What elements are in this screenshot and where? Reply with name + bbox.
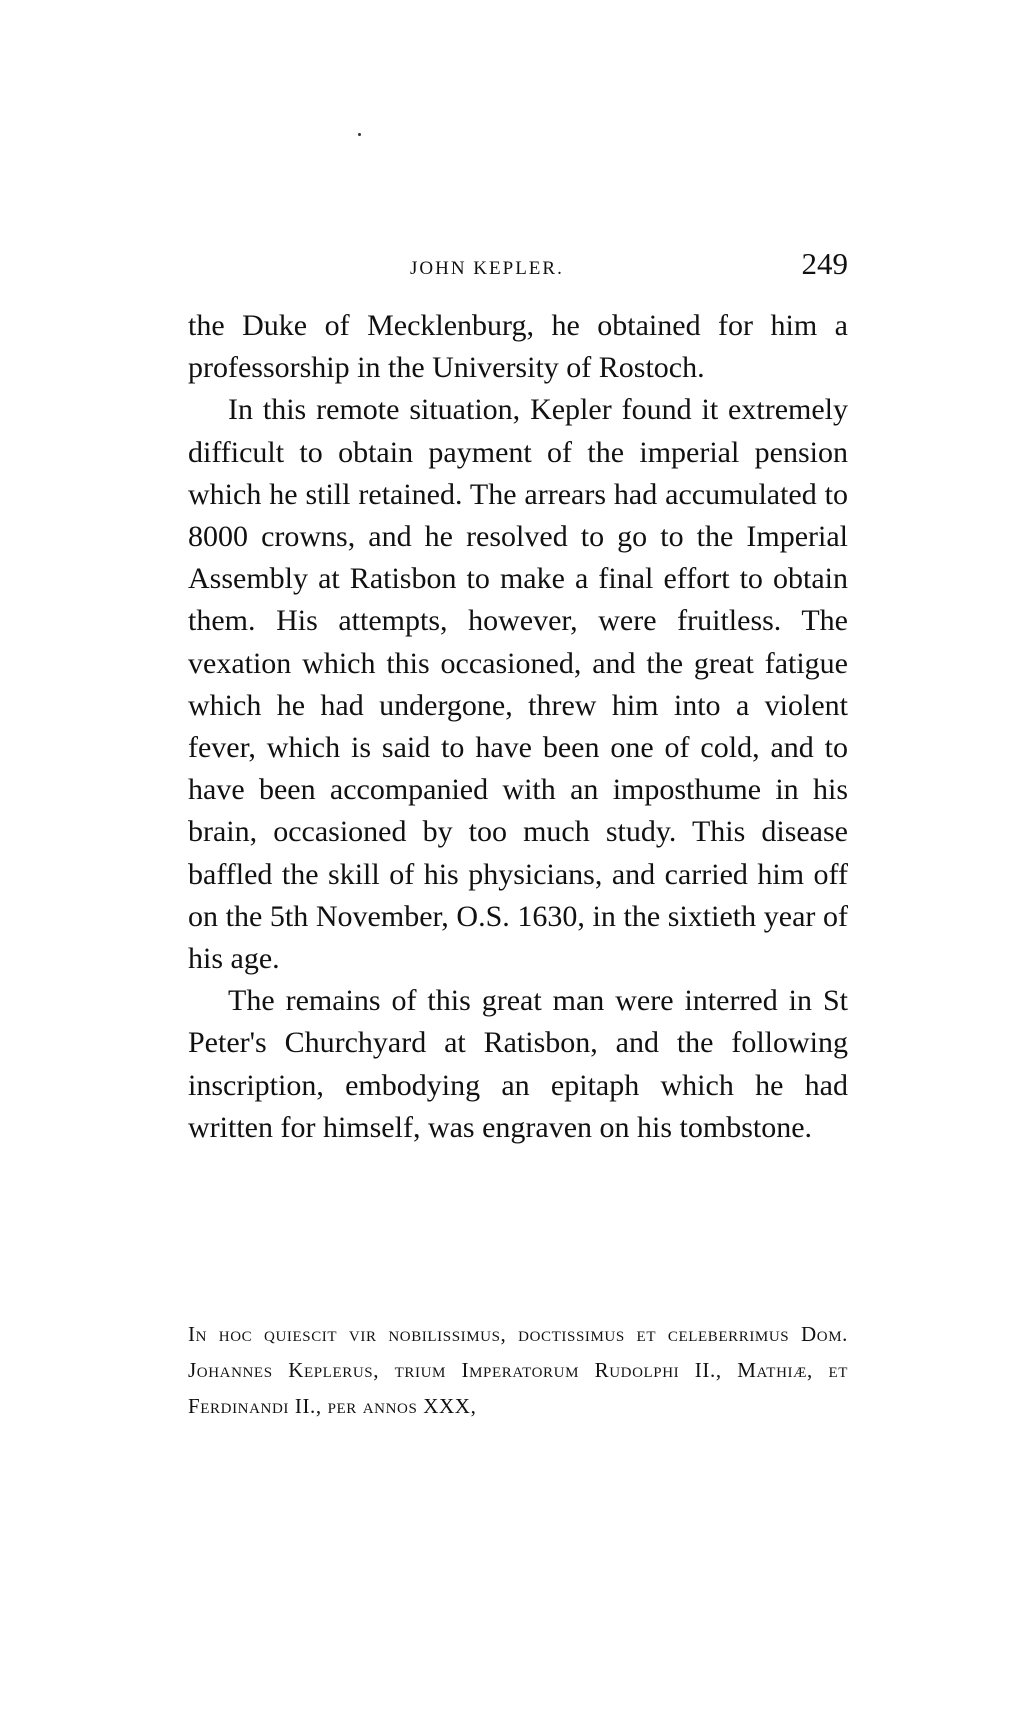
paragraph-remains: The remains of this great man were interred in St Peter's Churchyard at Ratisbon, and the following inscription, embodying an epitaph which he had written for himself, was engraven on his tombstone. — [188, 984, 848, 1144]
page-number: 249 — [801, 246, 848, 281]
paragraph-continued: the Duke of Mecklenburg, he obtained for him a professorship in the University of Rostoch. — [188, 309, 848, 385]
running-head — [188, 246, 848, 286]
tombstone-inscription: In hoc quiescit vir nobilissimus, doctissimus et celeberrimus Dom. Johannes Keplerus, trium Imperatorum Rudolphi II., Mathiæ, et Ferdinandi II., per annos XXX, — [188, 1322, 848, 1418]
running-title: JOHN KEPLER. — [410, 258, 564, 279]
body-text — [188, 305, 848, 1149]
ink-speck — [358, 133, 361, 136]
paragraph-pension: In this remote situation, Kepler found it extremely difficult to obtain payment of the imperial pension which he still retained. The arrears had accumulated to 8000 crowns, and he resolved to go to the Imperial Assembly at Ratisbon to make a final effort to obtain them. His attempts, however, were fruitless. The vexation which this occasioned, and the great fatigue which he had undergone, threw him into a violent fever, which is said to have been one of cold, and to have been accompanied with an imposthume in his brain, occasioned by too much study. This disease baffled the skill of his physicians, and carried him off on the 5th November, O.S. 1630, in the sixtieth year of his age. — [188, 393, 848, 976]
